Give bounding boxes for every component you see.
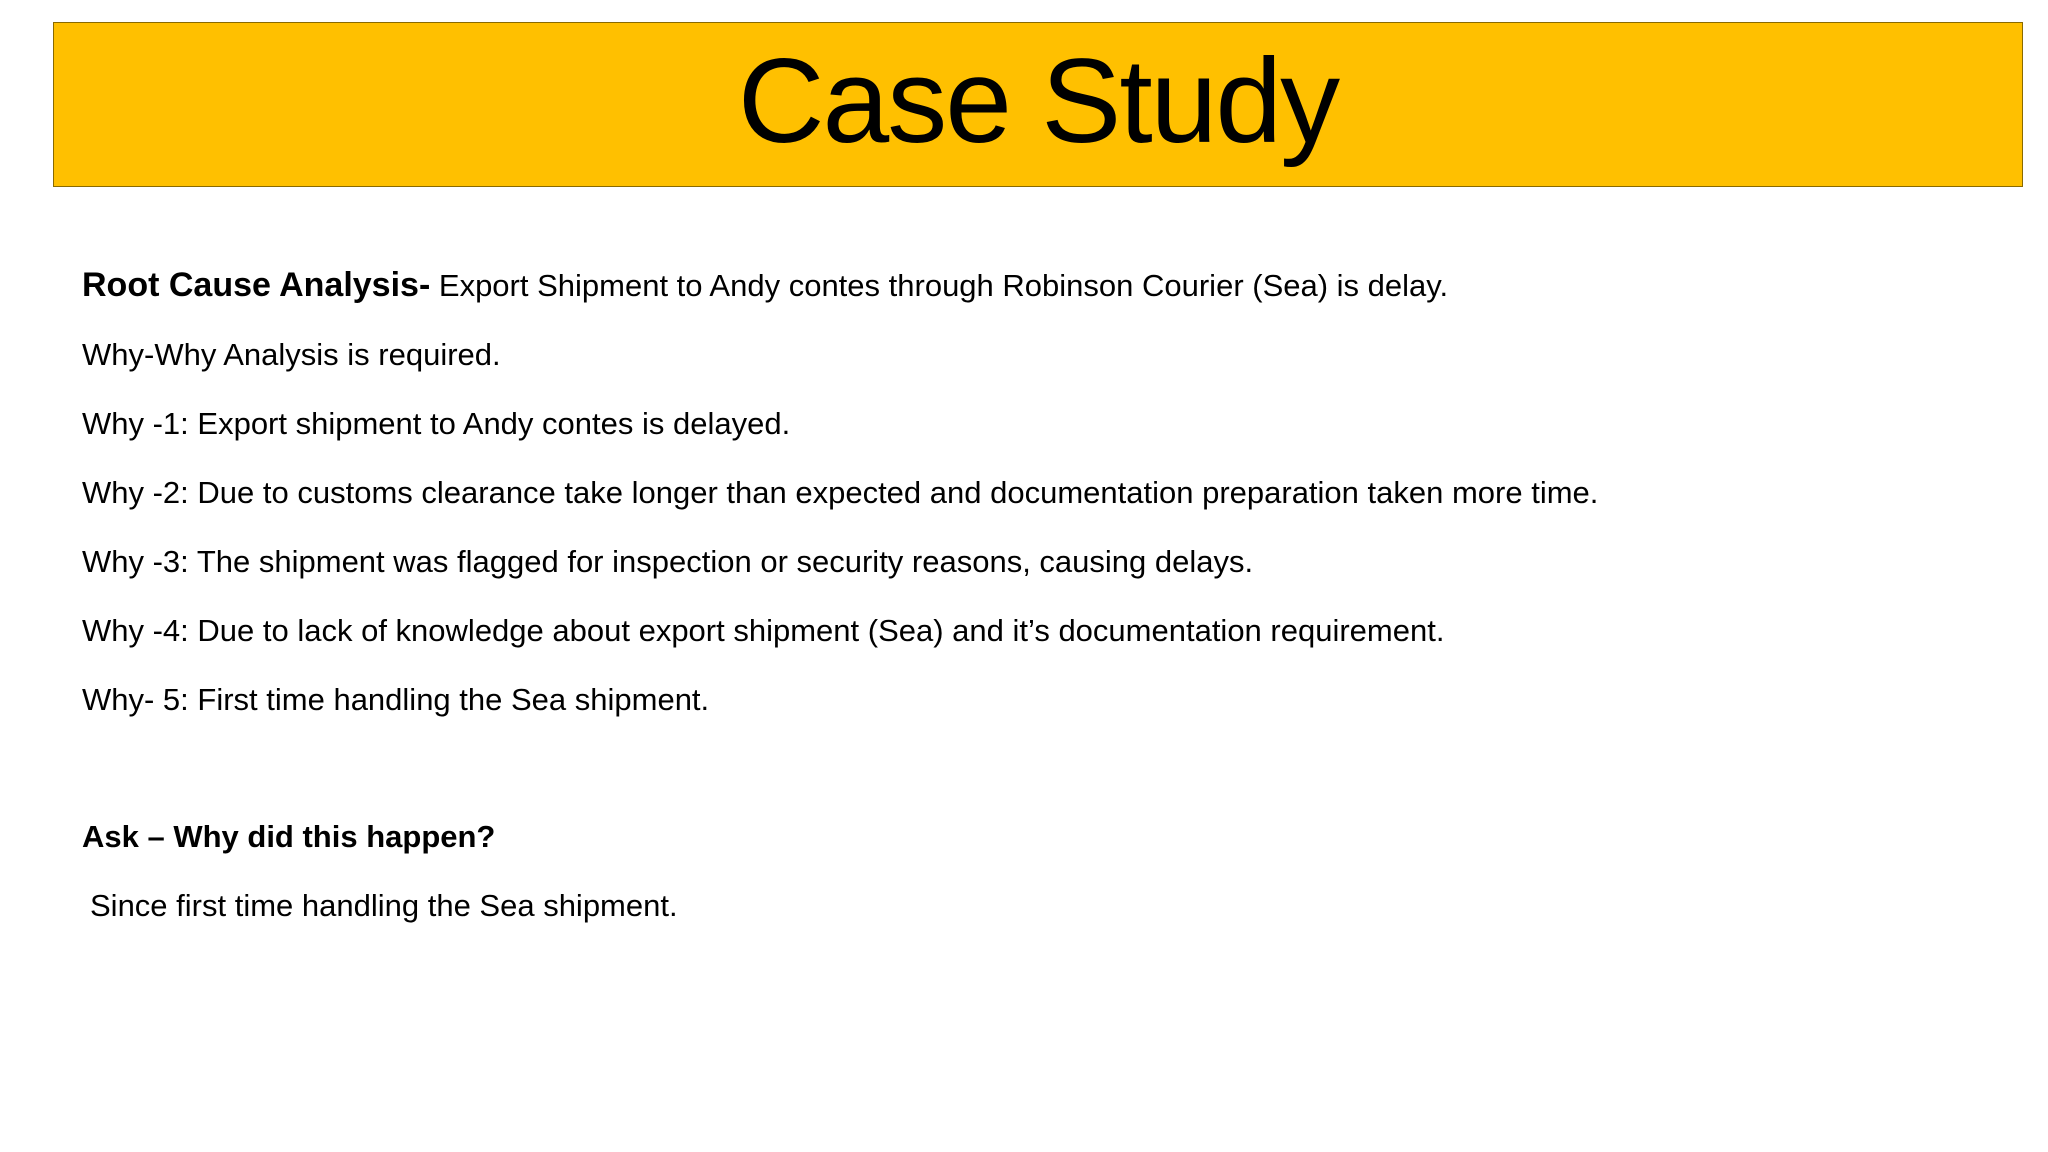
rca-lead: Root Cause Analysis- (82, 266, 431, 304)
spacer (82, 748, 1982, 816)
slide-title: Case Study (737, 33, 1339, 168)
why-4: Why -4: Due to lack of knowledge about export shipment (Sea) and it’s documentation requirement. (82, 613, 1445, 648)
slide-body (82, 265, 1982, 954)
rca-text: Export Shipment to Andy contes through Robinson Courier (Sea) is delay. (430, 268, 1449, 303)
rca-line (82, 265, 1982, 306)
ask-heading: Ask – Why did this happen? (82, 819, 496, 854)
why-2: Why -2: Due to customs clearance take longer than expected and documentation preparation taken more time. (82, 475, 1599, 510)
answer-text: Since first time handling the Sea shipment. (90, 888, 678, 923)
title-banner (53, 22, 2023, 187)
why-1: Why -1: Export shipment to Andy contes is delayed. (82, 406, 791, 441)
why-why-required: Why-Why Analysis is required. (82, 337, 501, 372)
why-3: Why -3: The shipment was flagged for inspection or security reasons, causing delays. (82, 544, 1254, 579)
why-5: Why- 5: First time handling the Sea shipment. (82, 682, 710, 717)
